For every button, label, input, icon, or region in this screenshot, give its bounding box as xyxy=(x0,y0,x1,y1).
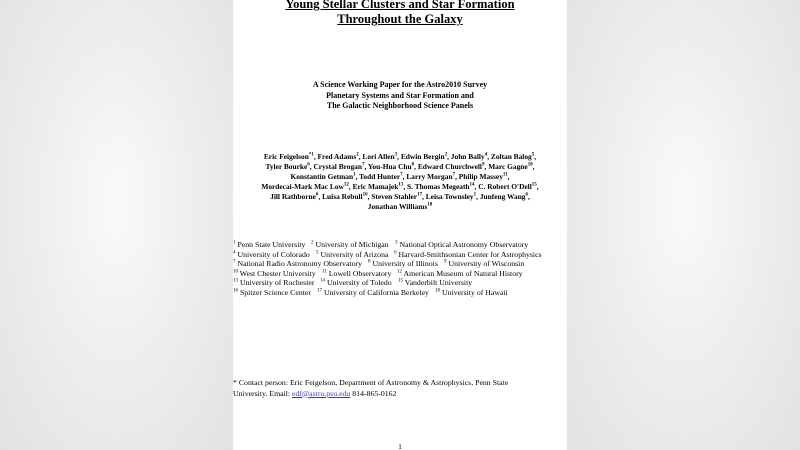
author-name: Junfeng Wang xyxy=(479,192,526,201)
affiliation-line xyxy=(233,288,567,298)
author-affiliation-mark: 7 xyxy=(400,172,403,178)
affiliation-mark: 5 xyxy=(316,250,319,255)
affiliation-name: West Chester University xyxy=(238,268,316,278)
affiliation-item xyxy=(368,259,438,269)
affiliation-line xyxy=(233,250,567,260)
author-name: John Bally xyxy=(450,152,485,161)
affiliation-mark: 15 xyxy=(398,278,403,284)
affiliation-item xyxy=(394,250,542,260)
affiliation-name: Penn State University xyxy=(235,240,306,249)
affiliation-list xyxy=(233,240,567,298)
affiliation-name: University of Wisconsin xyxy=(446,259,525,269)
affiliation-mark: 1 xyxy=(233,240,236,246)
author-line: Jill Rathborne$^6$, Luisa Rebull$^{16}$, Steven Stahler$^{17}$, Leisa Townsley$^1$, Junfeng Wang$^6$, xyxy=(270,192,530,201)
affiliation-name: Spitzer Science Center xyxy=(238,287,311,297)
affiliation-item xyxy=(233,240,305,250)
subtitle-line-3: The Galactic Neighborhood Science Panels xyxy=(326,101,474,110)
affiliation-item xyxy=(316,250,388,260)
author-affiliation-mark: 3 xyxy=(394,152,398,158)
affiliation-item xyxy=(233,278,314,288)
author-affiliation-mark: 7 xyxy=(361,162,365,168)
author-line xyxy=(233,202,567,212)
affiliation-name: University of Colorado xyxy=(235,249,310,259)
affiliation-name: University of Toledo xyxy=(325,278,392,288)
author-affiliation-mark: 1 xyxy=(353,172,356,178)
affiliation-mark: 12 xyxy=(397,269,402,275)
affiliation-name: University of Rochester xyxy=(238,278,315,288)
affiliation-line xyxy=(233,278,567,288)
author-name: Philip Massey xyxy=(458,172,503,181)
affiliation-name: University of California Berkeley xyxy=(322,287,429,297)
affiliation-mark: 17 xyxy=(317,288,322,294)
paper-title-line-2: Throughout the Galaxy xyxy=(337,12,463,26)
author-name: Jill Rathborne xyxy=(270,192,316,201)
affiliation-line xyxy=(233,269,567,279)
author-name: Luisa Rebull xyxy=(322,192,363,201)
affiliation-item xyxy=(233,288,311,298)
affiliation-item xyxy=(444,259,524,269)
author-affiliation-mark: 11 xyxy=(502,172,508,178)
affiliation-name: Lowell Observatory xyxy=(326,268,392,278)
right-background-blur xyxy=(567,0,800,450)
affiliation-line xyxy=(233,240,567,250)
author-affiliation-mark: 6 xyxy=(307,162,310,168)
author-affiliation-mark: 17 xyxy=(417,192,423,198)
author-name: Edwin Bergin xyxy=(400,152,445,161)
author-affiliation-mark: 14 xyxy=(469,182,475,188)
affiliation-mark: 4 xyxy=(233,250,236,255)
affiliation-name: University of Illinois xyxy=(370,259,438,269)
author-name: Marc Gagne xyxy=(488,162,528,171)
affiliation-name: Harvard-Smithsonian Center for Astrophysics xyxy=(396,249,542,259)
affiliation-mark: 2 xyxy=(311,240,314,246)
author-name: Eric Mamajek xyxy=(352,182,399,191)
affiliation-mark: 6 xyxy=(394,250,397,255)
author-affiliation-mark: 2 xyxy=(356,152,359,158)
affiliation-mark: 16 xyxy=(233,288,238,294)
author-name: Fred Adams xyxy=(317,152,357,161)
affiliation-name: National Radio Astronomy Observatory xyxy=(235,259,362,269)
affiliation-mark: 18 xyxy=(435,288,440,294)
author-affiliation-mark: 12 xyxy=(343,182,349,188)
affiliation-item xyxy=(233,259,362,269)
document-page xyxy=(233,0,567,450)
affiliation-item xyxy=(397,269,523,279)
contact-email-link[interactable]: edf@astro.psu.edu xyxy=(292,388,351,398)
author-line: Konstantin Getman$^1$, Todd Hunter$^7$, Larry Morgan$^7$, Philip Massey$^{11}$, xyxy=(290,172,510,181)
affiliation-name: American Museum of Natural History xyxy=(402,268,523,278)
contact-line-2 xyxy=(233,389,567,400)
paper-title-line-1: Young Stellar Clusters and Star Formation xyxy=(285,0,515,11)
author-name: S. Thomas Megeath xyxy=(407,182,470,191)
subtitle-line-2: Planetary Systems and Star Formation and xyxy=(326,90,474,100)
page-number: 1 xyxy=(398,442,402,450)
affiliation-item xyxy=(233,250,310,260)
affiliation-item xyxy=(317,288,429,298)
author-affiliation-mark: 10 xyxy=(527,162,533,168)
affiliation-name: University of Arizona xyxy=(318,249,389,259)
author-name: Lori Allen xyxy=(362,152,395,161)
affiliation-name: National Optical Astronomy Observatory xyxy=(397,240,529,249)
affiliation-mark: 10 xyxy=(233,269,238,275)
affiliation-item xyxy=(398,278,472,288)
author-line: Eric Feigelson$^{*1}$, Fred Adams$^2$, Lori Allen$^3$, Edwin Bergin$^2$, John Bally$^4$, Zoltan Balog$^5$, xyxy=(263,152,537,161)
affiliation-line xyxy=(233,259,567,269)
author-name: You-Hua Chu xyxy=(367,162,412,171)
author-affiliation-mark: 6 xyxy=(525,192,529,198)
author-name: Konstantin Getman xyxy=(290,172,354,181)
author-name: Eric Feigelson xyxy=(263,152,309,161)
author-affiliation-mark: 15 xyxy=(531,182,537,188)
author-affiliation-mark: 18 xyxy=(427,202,433,208)
affiliation-item xyxy=(311,240,389,250)
author-affiliation-mark: *1 xyxy=(308,152,314,158)
affiliation-item xyxy=(395,240,528,250)
affiliation-item xyxy=(320,278,392,288)
author-affiliation-mark: 6 xyxy=(315,192,319,198)
affiliation-name: University of Michigan xyxy=(313,240,389,249)
author-name: Tyler Bourke xyxy=(265,162,308,171)
affiliation-item xyxy=(233,269,316,279)
affiliation-mark: 13 xyxy=(233,278,238,284)
affiliation-name: University of Hawaii xyxy=(440,287,508,297)
author-line: Tyler Bourke$^6$, Crystal Brogan$^7$, You-Hua Chu$^8$, Edward Churchwell$^9$, Marc Gagne$^{10}$, xyxy=(265,162,535,171)
author-affiliation-mark: 13 xyxy=(398,182,404,188)
subtitle-line-1: A Science Working Paper for the Astro2010 Survey xyxy=(312,80,488,89)
author-name: Mordecai-Mark Mac Low xyxy=(261,182,344,191)
author-name: Steven Stahler xyxy=(371,192,418,201)
affiliation-name: Vanderbilt University xyxy=(403,278,473,288)
author-name: C. Robert O'Dell xyxy=(478,182,532,191)
author-affiliation-mark: 16 xyxy=(362,192,368,198)
author-name: Jonathan Williams xyxy=(367,202,428,211)
author-list xyxy=(233,152,567,212)
author-name: Larry Morgan xyxy=(406,172,453,181)
author-name: Leisa Townsley xyxy=(425,192,474,201)
contact-prefix: University. Email: xyxy=(233,388,293,398)
author-affiliation-mark: 7 xyxy=(452,172,456,178)
contact-phone: 814-865-0162 xyxy=(350,388,397,398)
author-affiliation-mark: 5 xyxy=(531,152,535,158)
author-affiliation-mark: 1 xyxy=(473,192,477,198)
affiliation-item xyxy=(435,288,508,298)
affiliation-mark: 9 xyxy=(444,259,447,265)
author-affiliation-mark: 2 xyxy=(444,152,448,158)
affiliation-mark: 14 xyxy=(320,278,325,284)
contact-note xyxy=(233,378,567,399)
affiliation-mark: 7 xyxy=(233,259,236,265)
affiliation-mark: 8 xyxy=(368,259,371,265)
contact-line-1: * Contact person: Eric Feigelson, Department of Astronomy & Astrophysics, Penn State xyxy=(233,378,509,387)
author-name: Zoltan Balog xyxy=(490,152,532,161)
author-line: Mordecai-Mark Mac Low$^{12}$, Eric Mamajek$^{13}$, S. Thomas Megeath$^{14}$, C. Robert O'Dell$^{15}$, xyxy=(261,182,539,191)
affiliation-mark: 11 xyxy=(322,269,327,275)
author-affiliation-mark: 9 xyxy=(482,162,485,168)
author-affiliation-mark: 4 xyxy=(484,152,488,158)
author-affiliation-mark: 8 xyxy=(411,162,415,168)
author-name: Todd Hunter xyxy=(359,172,401,181)
left-background-blur xyxy=(0,0,233,450)
affiliation-mark: 3 xyxy=(395,240,398,246)
paper-subtitle xyxy=(233,80,567,112)
author-name: Edward Churchwell xyxy=(417,162,482,171)
affiliation-item xyxy=(322,269,391,279)
author-name: Crystal Brogan xyxy=(313,162,362,171)
